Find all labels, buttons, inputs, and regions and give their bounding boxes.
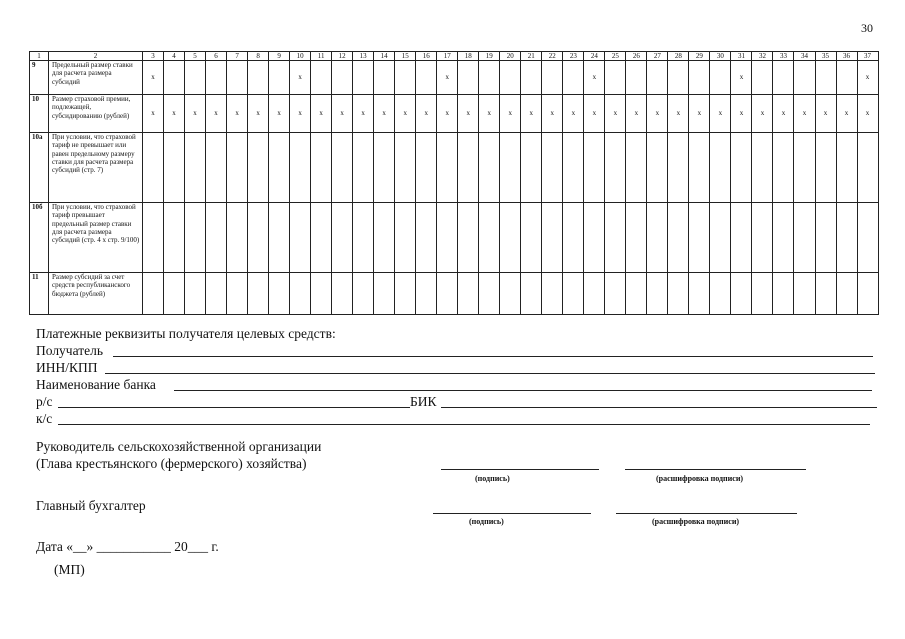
table-cell [857, 273, 878, 315]
column-number: 27 [647, 52, 668, 61]
table-cell: x [857, 61, 878, 95]
table-cell [605, 203, 626, 273]
table-cell [794, 61, 815, 95]
account-label: р/с [36, 394, 53, 409]
table-cell [143, 133, 164, 203]
table-cell [857, 203, 878, 273]
table-cell [416, 133, 437, 203]
recipient-line [113, 356, 873, 357]
table-cell [206, 273, 227, 315]
table-row [30, 95, 879, 133]
table-cell: x [143, 95, 164, 133]
inn-kpp-label: ИНН/КПП [36, 360, 98, 375]
column-number: 18 [458, 52, 479, 61]
table-cell [542, 273, 563, 315]
table-cell [563, 133, 584, 203]
table-cell [164, 133, 185, 203]
table-cell [710, 61, 731, 95]
table-cell [500, 203, 521, 273]
table-row [30, 273, 879, 315]
table-cell: x [710, 95, 731, 133]
column-number: 7 [227, 52, 248, 61]
table-cell [290, 273, 311, 315]
corr-account-label: к/с [36, 411, 53, 426]
table-cell: x [605, 95, 626, 133]
table-cell [773, 203, 794, 273]
column-number: 24 [584, 52, 605, 61]
table-cell [479, 203, 500, 273]
recipient-label: Получатель [36, 343, 104, 358]
table-cell [311, 61, 332, 95]
table-cell [605, 61, 626, 95]
column-number-row [30, 52, 879, 61]
table-cell [500, 61, 521, 95]
table-cell [227, 203, 248, 273]
table-cell [626, 61, 647, 95]
table-cell [227, 273, 248, 315]
head-signature-caption: (подпись) [475, 474, 510, 483]
table-cell: x [731, 61, 752, 95]
table-cell [815, 61, 836, 95]
column-number: 3 [143, 52, 164, 61]
column-number: 23 [563, 52, 584, 61]
table-cell [836, 203, 857, 273]
table-cell: x [857, 95, 878, 133]
row-number: 10 [30, 95, 49, 133]
row-label: При условии, что страховой тариф превышает предельный размер ставки для расчета размера субсидий (стр. 4 х стр. 9/100) [49, 203, 143, 273]
table-cell [353, 133, 374, 203]
table-cell [500, 133, 521, 203]
table-cell [185, 203, 206, 273]
table-cell [416, 273, 437, 315]
table-cell: x [731, 95, 752, 133]
table-cell [395, 273, 416, 315]
table-cell [227, 61, 248, 95]
table-cell [773, 273, 794, 315]
column-number: 15 [395, 52, 416, 61]
column-number: 30 [710, 52, 731, 61]
table-cell: x [752, 95, 773, 133]
table-cell [521, 273, 542, 315]
column-number: 13 [353, 52, 374, 61]
table-cell [290, 133, 311, 203]
table-cell: x [311, 95, 332, 133]
column-number: 16 [416, 52, 437, 61]
table-cell [752, 61, 773, 95]
table-cell [731, 203, 752, 273]
table-cell [164, 61, 185, 95]
column-number: 21 [521, 52, 542, 61]
table-cell [395, 133, 416, 203]
table-cell [710, 133, 731, 203]
table-cell: x [458, 95, 479, 133]
row-label: Размер страховой премии, подлежащей, субсидированию (рублей) [49, 95, 143, 133]
table-cell: x [416, 95, 437, 133]
table-cell [752, 203, 773, 273]
requisites-heading: Платежные реквизиты получателя целевых средств: [36, 326, 336, 341]
table-cell [143, 203, 164, 273]
table-cell [689, 133, 710, 203]
table-cell: x [521, 95, 542, 133]
table-cell [458, 203, 479, 273]
account-line [58, 407, 410, 408]
table-cell [374, 61, 395, 95]
column-number: 17 [437, 52, 458, 61]
table-cell [542, 133, 563, 203]
table-cell: x [584, 61, 605, 95]
table-cell [290, 203, 311, 273]
table-cell [332, 203, 353, 273]
table-cell [416, 61, 437, 95]
table-cell [353, 203, 374, 273]
table-cell [584, 273, 605, 315]
table-cell: x [647, 95, 668, 133]
table-cell: x [374, 95, 395, 133]
table-cell [647, 133, 668, 203]
table-cell [668, 273, 689, 315]
column-number: 25 [605, 52, 626, 61]
column-number: 26 [626, 52, 647, 61]
table-cell [584, 133, 605, 203]
table-cell [269, 133, 290, 203]
table-cell [542, 203, 563, 273]
table-cell [248, 203, 269, 273]
table-cell: x [269, 95, 290, 133]
table-cell: x [290, 61, 311, 95]
bank-name-line [174, 390, 872, 391]
table-cell: x [689, 95, 710, 133]
column-number: 20 [500, 52, 521, 61]
table-cell [311, 203, 332, 273]
table-cell [626, 273, 647, 315]
table-cell [248, 61, 269, 95]
corr-account-line [58, 424, 870, 425]
column-number: 2 [49, 52, 143, 61]
table-cell [773, 133, 794, 203]
table-cell [437, 203, 458, 273]
accountant-decoding-line [616, 513, 797, 514]
table-cell: x [143, 61, 164, 95]
column-number: 19 [479, 52, 500, 61]
table-cell: x [332, 95, 353, 133]
table-cell [752, 133, 773, 203]
table-cell [689, 273, 710, 315]
column-number: 36 [836, 52, 857, 61]
table-cell [185, 273, 206, 315]
accountant-signature-line [433, 513, 591, 514]
page-number: 30 [861, 21, 873, 35]
table-cell [668, 61, 689, 95]
table-row [30, 133, 879, 203]
row-label: Предельный размер ставки для расчета размера субсидий [49, 61, 143, 95]
date-field: Дата «__» ___________ 20___ г. [36, 539, 219, 554]
table-cell: x [773, 95, 794, 133]
table-cell [479, 133, 500, 203]
table-cell: x [626, 95, 647, 133]
table-cell: x [437, 95, 458, 133]
table-cell [416, 203, 437, 273]
table-cell [206, 61, 227, 95]
column-number: 14 [374, 52, 395, 61]
column-number: 37 [857, 52, 878, 61]
table-cell [164, 273, 185, 315]
table-cell [269, 203, 290, 273]
table-cell [647, 61, 668, 95]
table-cell [710, 273, 731, 315]
subsidy-table [29, 51, 879, 315]
table-cell [563, 203, 584, 273]
table-cell [479, 273, 500, 315]
table-cell [458, 133, 479, 203]
column-number: 5 [185, 52, 206, 61]
row-label: Размер субсидий за счет средств республиканского бюджета (рублей) [49, 273, 143, 315]
table-cell [689, 61, 710, 95]
table-cell [584, 203, 605, 273]
head-decoding-line [625, 469, 806, 470]
table-cell: x [290, 95, 311, 133]
table-cell [794, 203, 815, 273]
table-cell [395, 61, 416, 95]
table-cell: x [500, 95, 521, 133]
table-cell [185, 133, 206, 203]
table-cell [248, 133, 269, 203]
table-cell [710, 203, 731, 273]
table-cell [521, 203, 542, 273]
table-cell [836, 273, 857, 315]
table-cell [269, 61, 290, 95]
table-cell [311, 273, 332, 315]
table-cell [164, 203, 185, 273]
column-number: 12 [332, 52, 353, 61]
table-cell [815, 203, 836, 273]
table-cell: x [164, 95, 185, 133]
head-title-line1: Руководитель сельскохозяйственной организации [36, 439, 322, 454]
table-cell [563, 61, 584, 95]
table-cell [374, 273, 395, 315]
column-number: 1 [30, 52, 49, 61]
table-cell [332, 61, 353, 95]
table-cell [311, 133, 332, 203]
row-number: 10б [30, 203, 49, 273]
table-cell [206, 133, 227, 203]
table-row [30, 61, 879, 95]
table-cell [353, 61, 374, 95]
table-cell [143, 273, 164, 315]
table-cell [647, 273, 668, 315]
table-cell [773, 61, 794, 95]
table-cell: x [794, 95, 815, 133]
table-cell: x [395, 95, 416, 133]
table-cell [794, 133, 815, 203]
table-cell [353, 273, 374, 315]
table-cell: x [185, 95, 206, 133]
table-cell [689, 203, 710, 273]
bik-label: БИК [410, 394, 437, 409]
bank-name-label: Наименование банка [36, 377, 156, 392]
accountant-signature-caption: (подпись) [469, 517, 504, 526]
table-cell [542, 61, 563, 95]
table-cell: x [206, 95, 227, 133]
column-number: 32 [752, 52, 773, 61]
table-cell: x [836, 95, 857, 133]
head-signature-line [441, 469, 599, 470]
table-cell [269, 273, 290, 315]
table-cell [815, 133, 836, 203]
table-cell: x [479, 95, 500, 133]
table-cell [752, 273, 773, 315]
table-cell [836, 133, 857, 203]
table-cell: x [227, 95, 248, 133]
table-cell [458, 61, 479, 95]
table-cell [668, 133, 689, 203]
column-number: 22 [542, 52, 563, 61]
column-number: 6 [206, 52, 227, 61]
row-label: При условии, что страховой тариф не превышает или равен предельному размеру ставки для расчета размера субсидий (стр. 7) [49, 133, 143, 203]
table-cell: x [248, 95, 269, 133]
table-cell [332, 133, 353, 203]
table-cell [479, 61, 500, 95]
column-number: 35 [815, 52, 836, 61]
column-number: 8 [248, 52, 269, 61]
accountant-title: Главный бухгалтер [36, 498, 146, 513]
table-cell [521, 133, 542, 203]
table-cell [185, 61, 206, 95]
table-cell [374, 203, 395, 273]
row-number: 11 [30, 273, 49, 315]
table-cell [668, 203, 689, 273]
column-number: 33 [773, 52, 794, 61]
table-cell: x [563, 95, 584, 133]
table-cell [374, 133, 395, 203]
row-number: 10а [30, 133, 49, 203]
table-cell [206, 203, 227, 273]
table-cell [836, 61, 857, 95]
table-cell [626, 203, 647, 273]
row-number: 9 [30, 61, 49, 95]
table-cell [626, 133, 647, 203]
table-cell: x [437, 61, 458, 95]
column-number: 28 [668, 52, 689, 61]
table-cell [521, 61, 542, 95]
column-number: 34 [794, 52, 815, 61]
table-cell [227, 133, 248, 203]
seal-placeholder: (МП) [54, 562, 85, 577]
head-decoding-caption: (расшифровка подписи) [656, 474, 744, 483]
table-cell [815, 273, 836, 315]
table-cell [395, 203, 416, 273]
table-cell [563, 273, 584, 315]
table-cell [605, 273, 626, 315]
table-cell [794, 273, 815, 315]
table-cell: x [542, 95, 563, 133]
table-cell [605, 133, 626, 203]
accountant-decoding-caption: (расшифровка подписи) [652, 517, 740, 526]
column-number: 11 [311, 52, 332, 61]
table-cell: x [353, 95, 374, 133]
table-cell [248, 273, 269, 315]
column-number: 4 [164, 52, 185, 61]
table-cell: x [584, 95, 605, 133]
table-cell [647, 203, 668, 273]
column-number: 29 [689, 52, 710, 61]
table-row [30, 203, 879, 273]
table-cell: x [815, 95, 836, 133]
table-cell [332, 273, 353, 315]
inn-kpp-line [105, 373, 875, 374]
table-cell [437, 133, 458, 203]
table-cell [731, 133, 752, 203]
table-cell [437, 273, 458, 315]
head-title-line2: (Глава крестьянского (фермерского) хозяйства) [36, 456, 307, 471]
table-cell [731, 273, 752, 315]
column-number: 10 [290, 52, 311, 61]
table-cell [500, 273, 521, 315]
table-cell [458, 273, 479, 315]
column-number: 9 [269, 52, 290, 61]
table-cell [857, 133, 878, 203]
bik-line [441, 407, 877, 408]
table-cell: x [668, 95, 689, 133]
column-number: 31 [731, 52, 752, 61]
